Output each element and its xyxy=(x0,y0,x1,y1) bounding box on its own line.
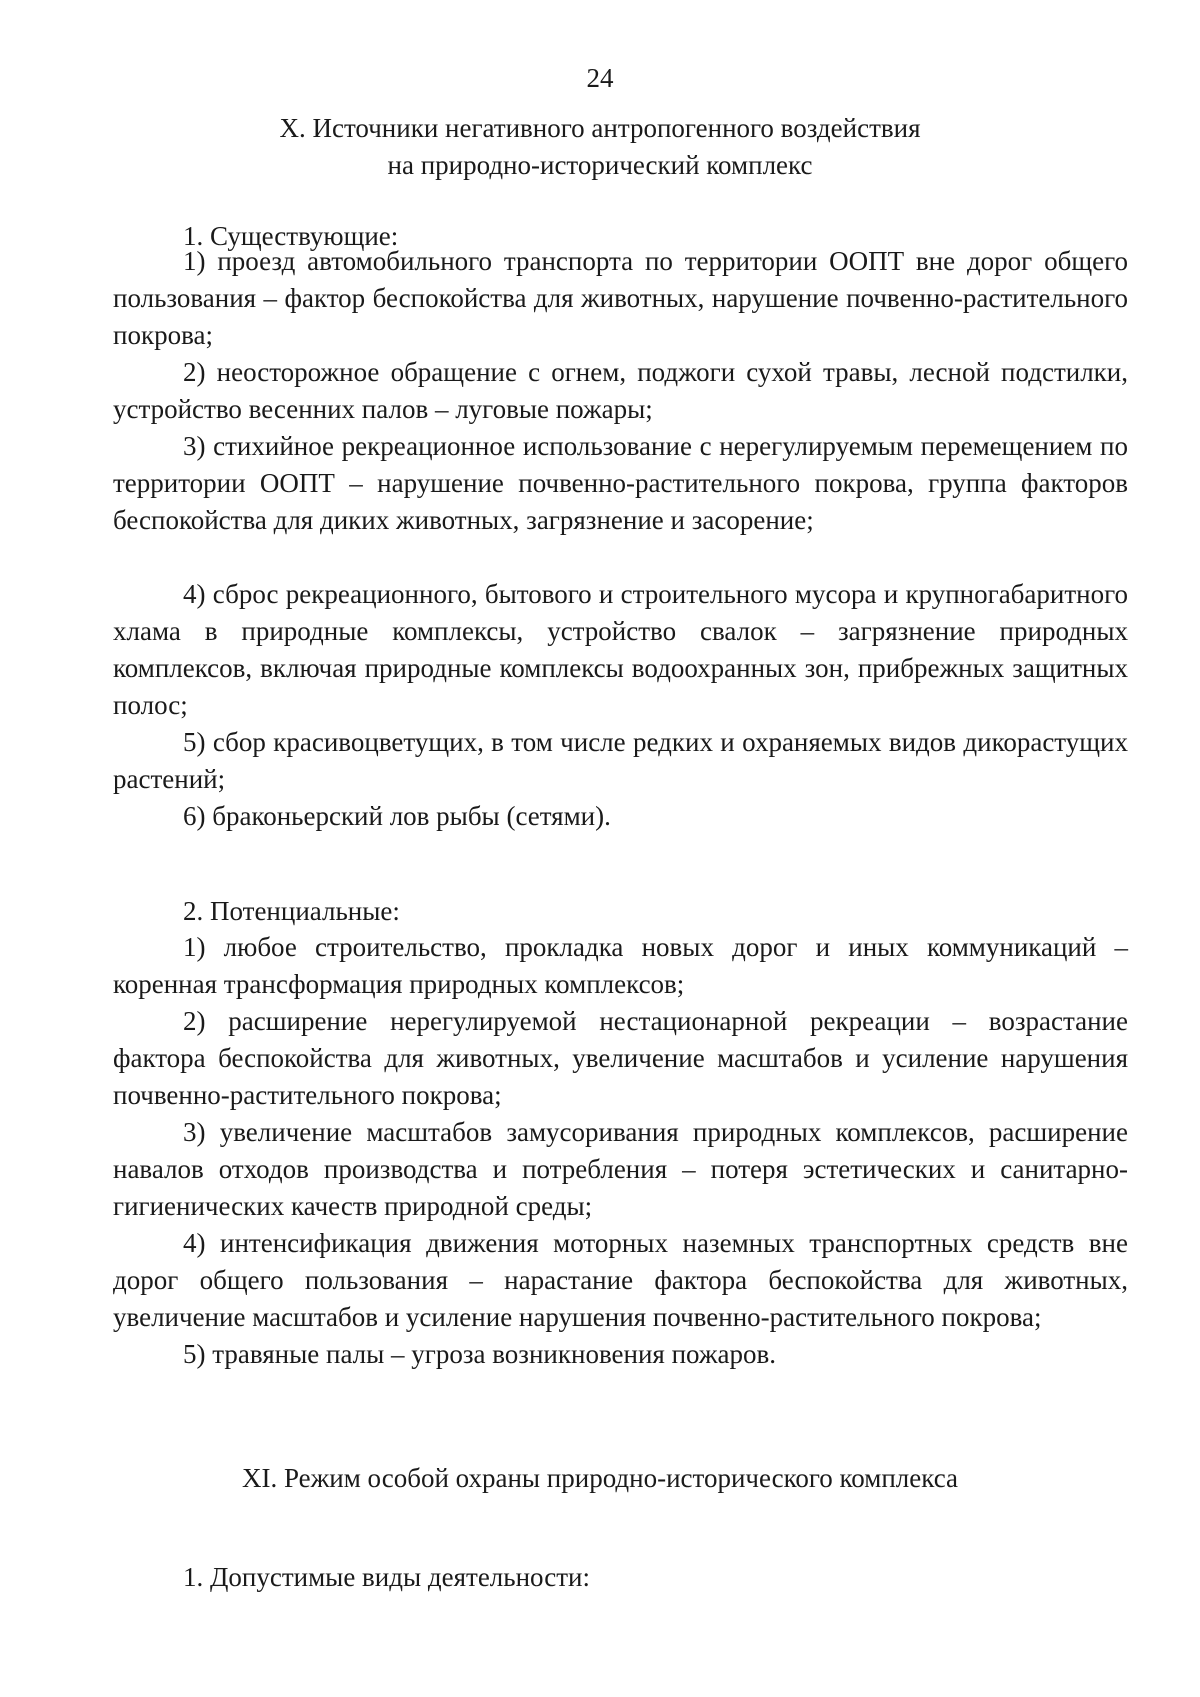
existing-item-2: 2) неосторожное обращение с огнем, поджоги сухой травы, лесной подстилки, устройство весенних палов – луговые пожары; xyxy=(113,357,1128,424)
existing-item-5: 5) сбор красивоцветущих, в том числе редких и охраняемых видов дикорастущих растений; xyxy=(113,727,1128,794)
existing-heading: 1. Существующие: xyxy=(183,221,399,251)
potential-item-1: 1) любое строительство, прокладка новых дорог и иных коммуникаций – коренная трансформация природных комплексов; xyxy=(113,932,1128,999)
potential-heading: 2. Потенциальные: xyxy=(183,896,400,926)
section-x-title-line2: на природно-исторический комплекс xyxy=(387,150,813,180)
potential-item-2: 2) расширение нерегулируемой нестационарной рекреации – возрастание фактора беспокойства для животных, увеличение масштабов и усиление нарушения почвенно-растительного покрова; xyxy=(113,1006,1128,1110)
existing-item-4: 4) сброс рекреационного, бытового и строительного мусора и крупногабаритного хлама в природные комплексы, устройство свалок – загрязнение природных комплексов, включая природные комплексы водоохранных зон, прибрежных защитных полос; xyxy=(113,579,1128,720)
page-number: 24 xyxy=(586,63,614,93)
potential-item-4: 4) интенсификация движения моторных наземных транспортных средств вне дорог общего пользования – нарастание фактора беспокойства для животных, увеличение масштабов и усиление нарушения почвенно-растительного покрова; xyxy=(113,1228,1128,1332)
section-x-title-line1: X. Источники негативного антропогенного воздействия xyxy=(279,113,921,143)
existing-item-6: 6) браконьерский лов рыбы (сетями). xyxy=(183,801,611,831)
existing-item-1: 1) проезд автомобильного транспорта по территории ООПТ вне дорог общего пользования – фактор беспокойства для животных, нарушение почвенно-растительного покрова; xyxy=(113,246,1128,350)
section-xi-title: XI. Режим особой охраны природно-исторического комплекса xyxy=(241,1463,959,1493)
section-x-title xyxy=(0,110,1200,184)
existing-item-3: 3) стихийное рекреационное использование с нерегулируемым перемещением по территории ООПТ – нарушение почвенно-растительного покрова, группа факторов беспокойства для диких животных, загрязнение и засорение; xyxy=(113,431,1128,535)
potential-item-5: 5) травяные палы – угроза возникновения пожаров. xyxy=(183,1339,776,1369)
potential-item-3: 3) увеличение масштабов замусоривания природных комплексов, расширение навалов отходов производства и потребления – потеря эстетических и санитарно-гигиенических качеств природной среды; xyxy=(113,1117,1128,1221)
allowed-activities-heading: 1. Допустимые виды деятельности: xyxy=(183,1562,590,1592)
